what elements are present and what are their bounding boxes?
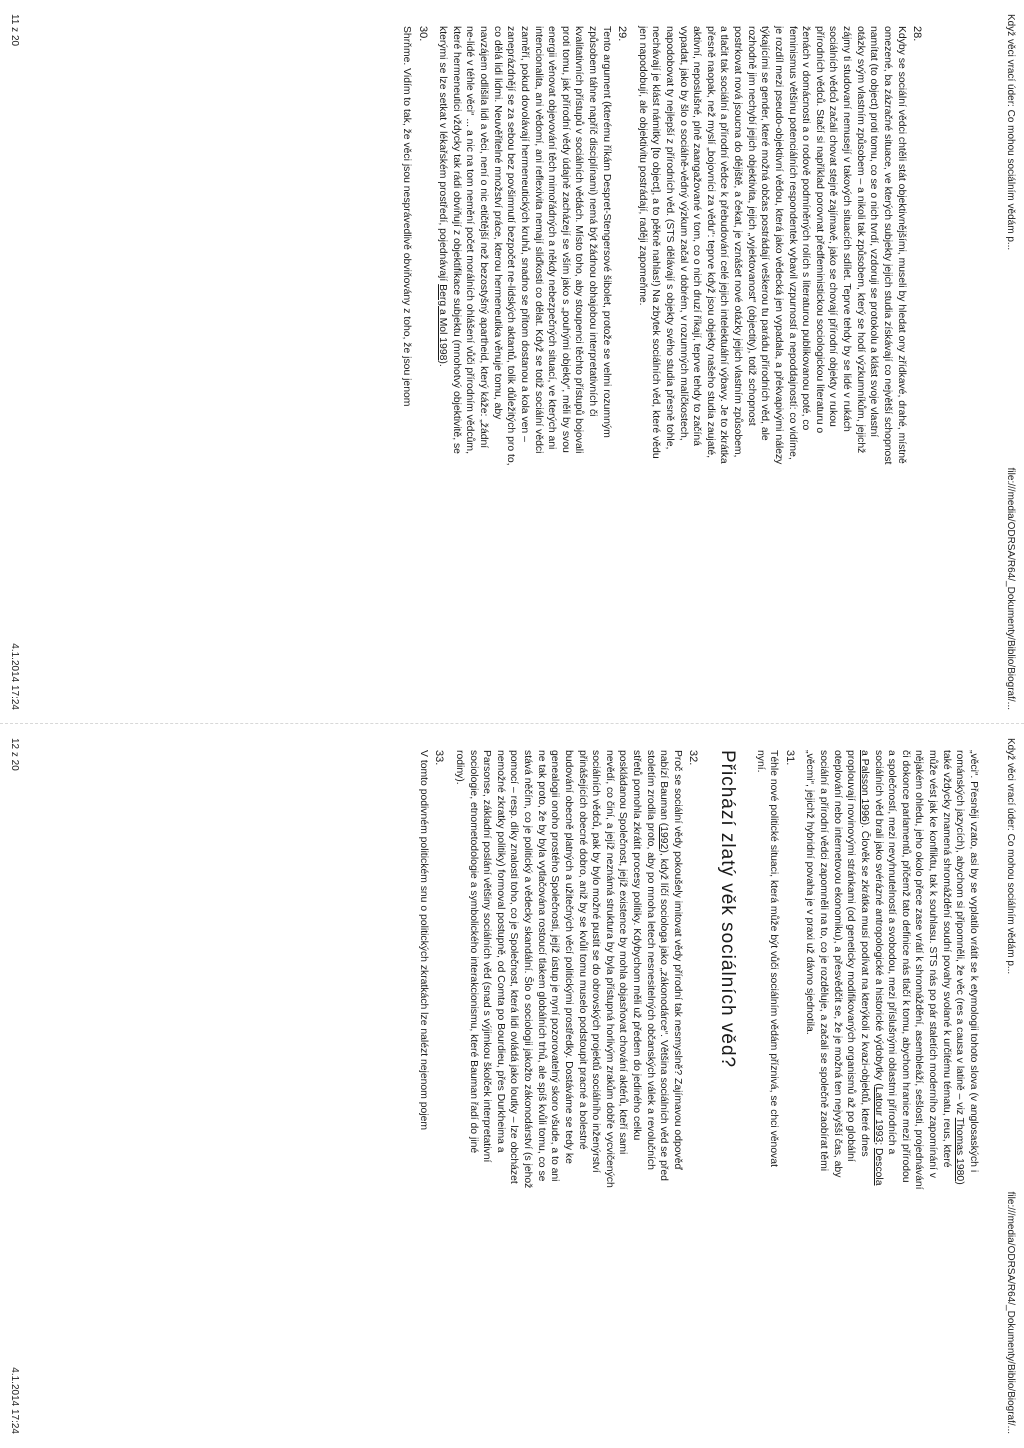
citation-link-latour[interactable]: Latour 1993 (872, 1086, 884, 1143)
paragraph-32-text-a: Proč se sociální vědy pokoušely imitovat vědy přírodní tak nesmyslně? Zajímavou odpověď nabízí Bauman ( (658, 750, 683, 1170)
page-header (1002, 738, 1016, 1434)
citation-link-thomas[interactable]: Thomas 1980 (954, 1117, 966, 1182)
header-title: Když věci vrací úder: Co mohou sociálním vědám p... (1005, 738, 1016, 975)
paragraph-30: Shrňme. Vidím to tak, že věci jsou nesprávedlivě obviňovány z toho, že jsou jenom (401, 26, 413, 407)
footer-page-number: 11 z 20 (9, 14, 20, 47)
cont-text-c: ; (872, 1142, 884, 1148)
paragraph-32-text-b: ), když líčí sociologa jako „zákonodárce“. Většina sociálních věd se před stoletím zrodila proto, aby po mnoha letech nesnesitelných občanských válek a revolučních střetů pomohla zkrátit procesy politiky. Kdybychom měli už předem do jediného celku poskládanou Společnost, jejíž existence by mohla objasňovat chování aktérů, kteří sami nevědí, co činí, a jejíž neznámá struktura by byla přístupná horlivým zrakům dobře vycvičených sociálních vědců, pak by bylo možné pustit se do obrovských projektů sociálního inženýrství přinášejících obecné dobro, aniž by se kvůli tomu muselo podstoupit pracné a bolestné budování obecně platných a užitečných věcí politickými prostředky. Dostáváme se tedy ke genealogii onoho prostého Společnosti, jejíž ústup je nyní pozorovatelný skoro všude, a to ani ne tak proto, že by byla vytlačována rostoucí tlakem globálních trhů, ale spíš kvůli tomu, co se stává něčím, co je politický a vědecky skandální. Šlo o sociologii jakožto zákonodárství (s jehož pomocí – resp. díky znalosti toho, co je Společnost, která lidi ovládá jako loutky – lze obcházet nemožné zkratky politiky) formoval postupně, od Comta po Bourdieu, přes Durkheima a Parsonse, základní poslání většiny sociálních věd (snad s výjimkou školček interpretativní sociologie, etnometodologie a symbolického interakcionismu, které Bauman řadí do jiné rodiny). (453, 750, 670, 1189)
paragraph-number-33: 33. (433, 750, 446, 766)
paragraph-number-31: 31. (783, 750, 796, 766)
paragraph-number-32: 32. (687, 750, 700, 766)
paragraph-31: Téhle nové politické situaci, která může být vůči sociálním vědám příznivá, se chci věnovat nyní. (754, 750, 780, 1167)
footer-date: 4.1.2014 17:24 (9, 1367, 20, 1434)
paragraph-29-text-a: Tento argument (kterému říkám Despret-Stengersové šibolet, protože se velmi rozumným způsobem táhne napříč disciplínami) nemá být žádnou obhajobou interpretativních či kvalitativních přístupů v sociálních vědách. Místo toho, aby stoupenci těchto přístupů bojovali proti tomu, jak přírodní vědy údajně zacházejí se vším jako s „pouhými objekty“, měli by svou energii věnovat objevování těch mimořádných a někdy nebezpečných situací, ve kterých ani intencionalita, ani vědomí, ani reflexivita nemají sliďkosti co dělat. Když se totiž sociální vědci zaměří, pokud dovolávají hermeneutických kruhů, snadno se přitom dostanou a kola ven – zaneprázdnějí se za sebou bez povšimnutí bezpočet ne-lidských aktantů, tolik důležitých pro to, co dělá lidi lidmi. Neuvěřitelné množství práce, kterou hermeneutika věnuje tomu, aby navzájem odlišila lidi a věci, není o nic etičtější než bezostyšný apartheid, který káže: „žádní ne-lidé v téhle věci“ ... a nic na tom nemění počet morálních ohlášení vůči přírodním vědcům, které hermeneutici vždycky tak rádi obviňují z objektifikace subjektu (mnohotvý objektivitě, se kterými se lze setkat v lékařském prostředí, pojednávají (437, 26, 612, 466)
paragraph-32 (452, 750, 684, 1190)
paragraph-28: Kdyby se sociální vědci chtěli stát objektivnějšími, museli by hledat ony zřídkavé, drahé, místně omezené, ba zázračné situace, ve kterých subjekty jejich studia získávají co největší schopnost namítat (to object) proti tomu, co se o nich tvrdí, vzdoruji se protokolu a klást svoje vlastní otázky svým vlastním způsobem – a nikoli tak způsobem, který se hodí výzkumníkům, jejichž zájmy ti studovaní nemusejí v takových situacích sdílet. Teprve tehdy by se lidé v rukách sociálních vědců začali chovat stejně zajímavě, jako se chovají přírodní objekty v rukou přírodních vědců. Stačí si například porovnat předfeministickou sociologickou literaturu o ženách v domácnosti a o rodově podmíněných rolích s literaturou publikovanou poté, co feminismus většinu potenciálních respondentek vybavil vzpurností a nepoddajností: co vidíme, je rozdíl mezi pseudo-objektivní vědou, která jako vědecká jen vypadala, a překvapivými nálezy týkajícími se gender, které možná občas postrádají veškerou tu parádu přírodních věd, ale rozhodně jim nechybí jejich objektivita, jejich „vyjektovanost“ (objectity), totiž schopnost postrkovat nová jsoucna do dějiště, a čekat, je vznášet nové otázky jejich vlastním způsobem, a tlačit tak sociální a přírodní vědce k přebudování celé jejich intelektuální výbavy. Je to zkrátka přesně naopak, než myslí „bojovníci za vědu“: teprve když jsou objekty našeho studia zaujaté, aktivní, neposlušné, plně zaangažované v tom, co o nich druzí říkají, teprve tehdy to začíná vypadat, jako by šlo o sociálně-vědný výzkum začal v dobrém, v rozumných malíčkostech, napodobovat ty nejlepší z přírodních věd. (STS dělávají s objekty svého studia přesně tohle, nechávají je klást námitky [to object], a to pěkně nahlas!) Na zbytek sociálních věd, které vědu jen napodobují, ale objektivitu postrádají, raději zapomeňme. (636, 26, 907, 465)
page-header (1002, 14, 1016, 710)
section-heading: Přichází zlatý věk sociálních věd? (717, 750, 739, 1069)
paragraph-33: V tomto podivném politickém snu o politických zkratkách lze nalézt nejenom pojem (417, 750, 429, 1131)
paragraph-number-30: 30. (416, 26, 429, 42)
cont-text-d: ). Člověk se zkrátka musí podívat na kterýkoli z kvazi-objektů, které dnes proplouvají novinovými stránkami (od geneticky modifikovaných organismů až po globální oteplování nebo internetovou ekonomiku), a přesvědčit se, že je možná ten nejvyšší čas, aby sociální a přírodní vědci zapomněli na to, co je rozděluje, a začali se společně zaobírat těmi „věcmi“, jejichž hybridní povaha je v praxi už dávno sjednotila. (804, 750, 870, 1178)
page-footer (6, 14, 20, 710)
paragraph-29-text-b: ). (437, 360, 449, 367)
header-path: file:///media/ODRSA/R64/_Dokumenty/Biblio/Biograf/... (1005, 1191, 1016, 1434)
page-body (410, 750, 980, 1190)
page-footer (6, 738, 20, 1434)
page-body (394, 26, 928, 466)
header-path: file:///media/ODRSA/R64/_Dokumenty/Biblio/Biograf/... (1005, 467, 1016, 710)
citation-link-descola-palsson[interactable]: Descola a Palsson 1996 (859, 750, 884, 1186)
paragraph-number-28: 28. (911, 26, 923, 42)
document-page-12 (0, 724, 1024, 1448)
citation-link-bauman[interactable]: 1992 (658, 826, 670, 850)
cont-text-b: ) také vždycky znamená shromáždění soudní povahy svolané k určitému tématu, reus, které může vést jak ke konfliktu, tak k souhlasu. STS nás po pár staletích moderního zapomínání v nějakém ohledu, jeho okolo přece zase vrátí k shromáždění, asembleáží, sešlosti, projednávání či dokonce parlamentů, přičemž tato definice nás tlačí k tomu, abychom hranice mezi přírodou a společností, mezi nevyhnutelností a svobodou, mezi příslušnými oblastmi přírodních a sociálních věd brali jako svérázné antropologické a historické výdobytky ( (872, 750, 966, 1190)
cont-text-a: „věci“. Přesněji vzato, asi by se vyplatilo vrátit se k etymologii tohoto slova (v anglosaských i románských jazycích), abychom si připomněli, že věc (res a causa v latině – viz (954, 750, 979, 1173)
paragraph-continued (803, 750, 980, 1190)
footer-date: 4.1.2014 17:24 (9, 643, 20, 710)
citation-link-berg-mol[interactable]: Berg a Mol 1998 (437, 284, 449, 361)
header-title: Když věci vrací úder: Co mohou sociálním vědám p... (1005, 14, 1016, 251)
paragraph-29 (436, 26, 613, 466)
rotated-page-content (0, 724, 1024, 1448)
footer-page-number: 12 z 20 (9, 738, 20, 771)
paragraph-number-29: 29. (616, 26, 629, 42)
